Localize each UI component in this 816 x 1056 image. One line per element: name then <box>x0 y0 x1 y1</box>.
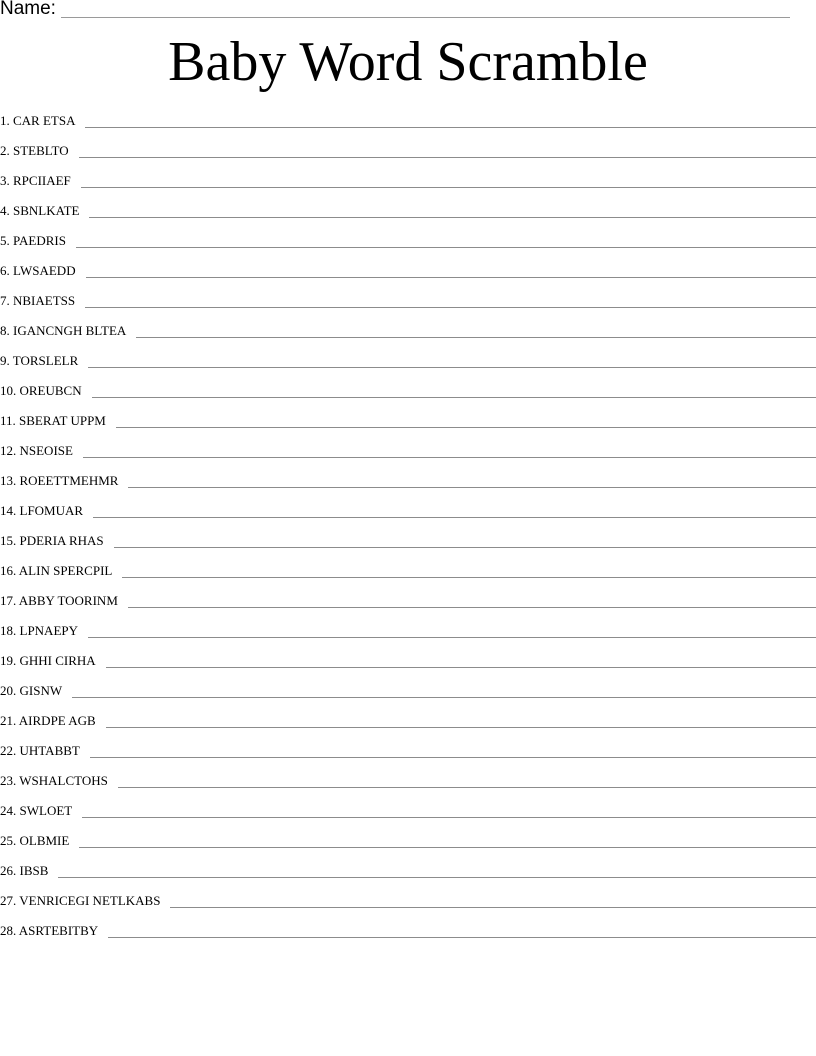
name-label: Name: <box>0 0 56 19</box>
scramble-item-label <box>0 111 85 131</box>
scrambled-word: RPCIIAEF <box>13 173 71 188</box>
item-number: 22. <box>0 743 17 758</box>
scramble-item <box>0 651 816 681</box>
answer-line[interactable] <box>106 667 816 668</box>
scramble-item <box>0 291 816 321</box>
scrambled-word: UHTABBT <box>19 743 80 758</box>
scramble-item <box>0 231 816 261</box>
scrambled-word: ASRTEBITBY <box>18 923 99 938</box>
item-number: 18. <box>0 623 17 638</box>
answer-line[interactable] <box>79 847 816 848</box>
scramble-item <box>0 171 816 201</box>
scramble-item-label <box>0 621 88 641</box>
item-number: 10. <box>0 383 17 398</box>
name-answer-line[interactable] <box>61 17 790 18</box>
answer-line[interactable] <box>89 217 816 218</box>
scramble-item <box>0 621 816 651</box>
scramble-item-label <box>0 741 90 761</box>
item-number: 24. <box>0 803 17 818</box>
item-number: 21. <box>0 713 17 728</box>
answer-line[interactable] <box>85 127 816 128</box>
scramble-item-label <box>0 801 82 821</box>
scramble-item-label <box>0 201 89 221</box>
item-number: 25. <box>0 833 17 848</box>
scramble-item-label <box>0 351 88 371</box>
answer-line[interactable] <box>106 727 816 728</box>
scramble-item <box>0 501 816 531</box>
scramble-item-label <box>0 231 76 251</box>
scramble-item-label <box>0 471 128 491</box>
scramble-item-label <box>0 291 85 311</box>
scrambled-word: VENRICEGI NETLKABS <box>19 893 161 908</box>
answer-line[interactable] <box>90 757 816 758</box>
answer-line[interactable] <box>85 307 816 308</box>
scramble-item-label <box>0 501 93 521</box>
answer-line[interactable] <box>136 337 816 338</box>
item-number: 1. <box>0 113 10 128</box>
scrambled-word: GISNW <box>19 683 63 698</box>
scramble-item <box>0 891 816 921</box>
scrambled-word: NSEOISE <box>19 443 73 458</box>
item-number: 20. <box>0 683 17 698</box>
page-title: Baby Word Scramble <box>168 31 648 93</box>
scramble-item-label <box>0 831 79 851</box>
scramble-item-label <box>0 171 81 191</box>
scramble-item-label <box>0 441 83 461</box>
item-number: 27. <box>0 893 17 908</box>
item-number: 15. <box>0 533 17 548</box>
scramble-item <box>0 681 816 711</box>
item-number: 3. <box>0 173 10 188</box>
scramble-item-label <box>0 771 118 791</box>
scramble-item <box>0 201 816 231</box>
scrambled-word: GHHI CIRHA <box>19 653 96 668</box>
scrambled-word: PDERIA RHAS <box>19 533 104 548</box>
item-number: 2. <box>0 143 10 158</box>
answer-line[interactable] <box>114 547 816 548</box>
answer-line[interactable] <box>81 187 816 188</box>
scramble-item-label <box>0 861 58 881</box>
scramble-item-label <box>0 711 106 731</box>
scramble-item <box>0 801 816 831</box>
scrambled-word: ROEETTMEHMR <box>19 473 119 488</box>
scrambled-word: IBSB <box>19 863 49 878</box>
answer-line[interactable] <box>58 877 816 878</box>
name-row <box>0 0 790 22</box>
scrambled-word: WSHALCTOHS <box>19 773 108 788</box>
answer-line[interactable] <box>116 427 816 428</box>
item-number: 11. <box>0 413 16 428</box>
scramble-item <box>0 711 816 741</box>
answer-line[interactable] <box>170 907 816 908</box>
scramble-item <box>0 591 816 621</box>
item-number: 8. <box>0 323 10 338</box>
scramble-item <box>0 321 816 351</box>
item-number: 16. <box>0 563 17 578</box>
scrambled-word: OLBMIE <box>19 833 70 848</box>
item-number: 12. <box>0 443 17 458</box>
scramble-item <box>0 141 816 171</box>
scrambled-word: LFOMUAR <box>19 503 84 518</box>
item-number: 7. <box>0 293 10 308</box>
scrambled-word: ALIN SPERCPIL <box>18 563 113 578</box>
scramble-item <box>0 921 816 951</box>
answer-line[interactable] <box>72 697 816 698</box>
item-number: 26. <box>0 863 17 878</box>
item-number: 17. <box>0 593 17 608</box>
scramble-item <box>0 771 816 801</box>
scrambled-word: STEBLTO <box>13 143 69 158</box>
answer-line[interactable] <box>92 397 816 398</box>
answer-line[interactable] <box>93 517 816 518</box>
scrambled-word: CAR ETSA <box>13 113 76 128</box>
item-number: 23. <box>0 773 17 788</box>
item-number: 6. <box>0 263 10 278</box>
scramble-item <box>0 861 816 891</box>
item-number: 5. <box>0 233 10 248</box>
answer-line[interactable] <box>122 577 816 578</box>
scrambled-word: PAEDRIS <box>13 233 66 248</box>
scramble-item <box>0 411 816 441</box>
item-number: 4. <box>0 203 10 218</box>
item-number: 13. <box>0 473 17 488</box>
scramble-item-label <box>0 921 108 941</box>
answer-line[interactable] <box>79 157 816 158</box>
scramble-item <box>0 561 816 591</box>
scramble-item <box>0 111 816 141</box>
scramble-item-label <box>0 561 122 581</box>
answer-line[interactable] <box>128 607 816 608</box>
scramble-item-label <box>0 381 92 401</box>
scramble-item <box>0 351 816 381</box>
scramble-item <box>0 381 816 411</box>
item-number: 9. <box>0 353 10 368</box>
answer-line[interactable] <box>82 817 816 818</box>
answer-line[interactable] <box>128 487 816 488</box>
scrambled-word: LWSAEDD <box>13 263 76 278</box>
scramble-item <box>0 261 816 291</box>
scramble-item-label <box>0 261 86 281</box>
item-number: 19. <box>0 653 17 668</box>
scrambled-word: IGANCNGH BLTEA <box>13 323 127 338</box>
scramble-item <box>0 531 816 561</box>
answer-line[interactable] <box>118 787 816 788</box>
answer-line[interactable] <box>86 277 816 278</box>
scramble-item-label <box>0 321 136 341</box>
answer-line[interactable] <box>108 937 816 938</box>
item-number: 28. <box>0 923 17 938</box>
scramble-item-label <box>0 891 170 911</box>
scramble-list <box>0 111 816 951</box>
scrambled-word: SBERAT UPPM <box>19 413 106 428</box>
scrambled-word: ABBY TOORINM <box>18 593 118 608</box>
scramble-item <box>0 741 816 771</box>
scramble-item <box>0 471 816 501</box>
scrambled-word: SWLOET <box>19 803 73 818</box>
scrambled-word: AIRDPE AGB <box>18 713 96 728</box>
scramble-item-label <box>0 531 114 551</box>
scramble-item <box>0 441 816 471</box>
scramble-item-label <box>0 411 116 431</box>
scrambled-word: OREUBCN <box>19 383 82 398</box>
answer-line[interactable] <box>88 637 816 638</box>
scrambled-word: NBIAETSS <box>13 293 76 308</box>
answer-line[interactable] <box>83 457 816 458</box>
scrambled-word: SBNLKATE <box>13 203 80 218</box>
answer-line[interactable] <box>88 367 816 368</box>
answer-line[interactable] <box>76 247 816 248</box>
scrambled-word: LPNAEPY <box>19 623 79 638</box>
scrambled-word: TORSLELR <box>12 353 79 368</box>
scramble-item-label <box>0 591 128 611</box>
scramble-item-label <box>0 141 79 161</box>
scramble-item <box>0 831 816 861</box>
scramble-item-label <box>0 651 106 671</box>
item-number: 14. <box>0 503 17 518</box>
scramble-item-label <box>0 681 72 701</box>
